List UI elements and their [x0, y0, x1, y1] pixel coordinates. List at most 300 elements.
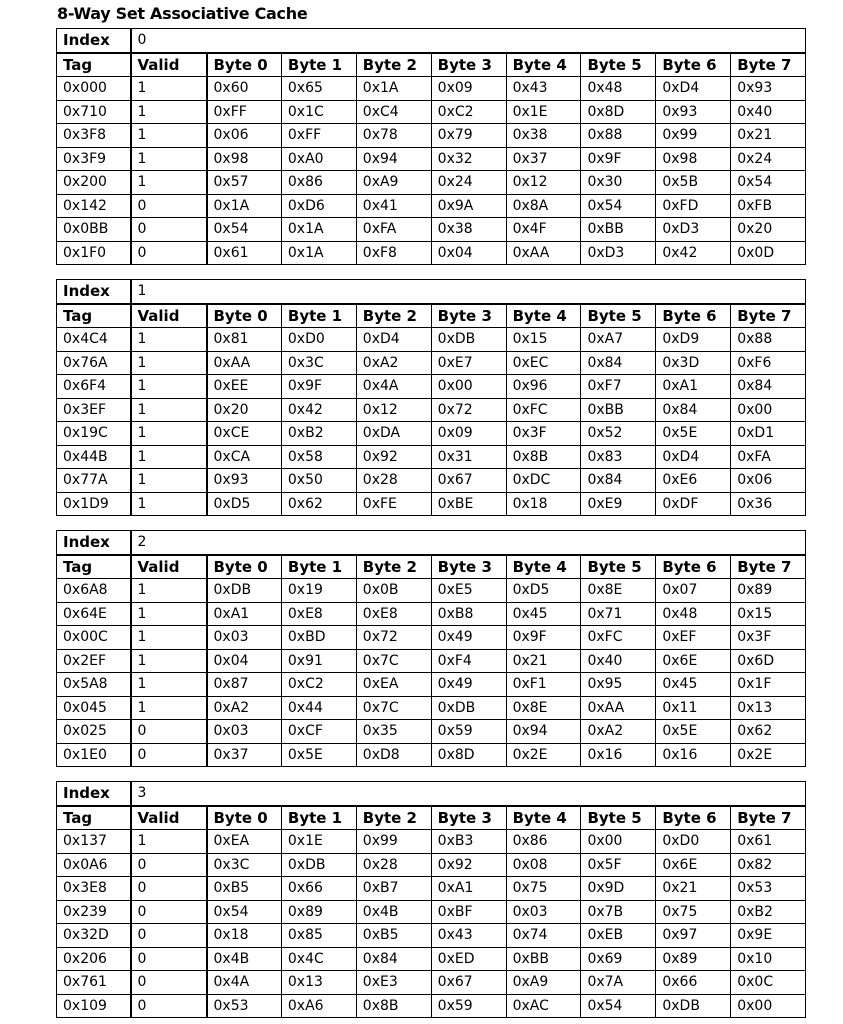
byte-cell: 0x06: [731, 469, 806, 493]
valid-cell: 0: [131, 720, 207, 744]
byte-cell: 0x89: [656, 947, 731, 971]
byte-cell: 0xC2: [281, 673, 356, 697]
byte-header: Byte 4: [506, 304, 581, 328]
byte-cell: 0x50: [281, 469, 356, 493]
cache-line-row: [57, 469, 806, 493]
byte-cell: 0x53: [731, 877, 806, 901]
byte-cell: 0x03: [207, 626, 282, 650]
cache-line-row: [57, 626, 806, 650]
byte-cell: 0xB2: [731, 900, 806, 924]
index-label: Index: [57, 29, 131, 53]
byte-cell: 0x12: [506, 171, 581, 195]
byte-cell: 0xA9: [506, 971, 581, 995]
byte-cell: 0xD0: [281, 328, 356, 352]
byte-cell: 0x85: [281, 924, 356, 948]
valid-cell: 0: [131, 924, 207, 948]
byte-cell: 0xD3: [581, 241, 656, 265]
cache-line-row: [57, 171, 806, 195]
byte-header: Byte 0: [207, 53, 282, 77]
byte-cell: 0x9F: [281, 375, 356, 399]
byte-cell: 0xDB: [656, 994, 731, 1018]
byte-cell: 0x93: [656, 100, 731, 124]
byte-cell: 0x0D: [731, 241, 806, 265]
byte-cell: 0x75: [506, 877, 581, 901]
byte-cell: 0xFD: [656, 194, 731, 218]
cache-line-row: [57, 994, 806, 1018]
cache-set-table: [56, 781, 806, 1018]
byte-cell: 0x54: [207, 900, 282, 924]
tag-cell: 0x1D9: [57, 492, 131, 516]
byte-cell: 0xDA: [356, 422, 431, 446]
byte-header: Byte 6: [656, 304, 731, 328]
byte-cell: 0xAC: [506, 994, 581, 1018]
set-index-row: [57, 280, 806, 304]
byte-cell: 0x3D: [656, 351, 731, 375]
byte-cell: 0x8D: [581, 100, 656, 124]
index-value: 1: [131, 280, 806, 304]
byte-cell: 0x37: [506, 147, 581, 171]
byte-header: Byte 3: [431, 806, 506, 830]
byte-cell: 0x3C: [281, 351, 356, 375]
byte-cell: 0xD3: [656, 218, 731, 242]
byte-cell: 0xCE: [207, 422, 282, 446]
cache-line-row: [57, 147, 806, 171]
byte-cell: 0x00: [731, 994, 806, 1018]
byte-header: Byte 6: [656, 53, 731, 77]
tag-cell: 0x00C: [57, 626, 131, 650]
byte-cell: 0x24: [431, 171, 506, 195]
index-label: Index: [57, 782, 131, 806]
byte-cell: 0xF8: [356, 241, 431, 265]
byte-header: Byte 2: [356, 304, 431, 328]
byte-cell: 0x4A: [207, 971, 282, 995]
byte-header: Byte 5: [581, 806, 656, 830]
valid-cell: 1: [131, 147, 207, 171]
byte-header: Byte 0: [207, 806, 282, 830]
byte-cell: 0x1F: [731, 673, 806, 697]
cache-line-row: [57, 649, 806, 673]
byte-cell: 0x16: [581, 743, 656, 767]
byte-cell: 0x9F: [506, 626, 581, 650]
cache-set-table: [56, 28, 806, 265]
byte-cell: 0x6D: [731, 649, 806, 673]
byte-cell: 0x61: [731, 830, 806, 854]
byte-cell: 0xA1: [207, 602, 282, 626]
byte-cell: 0x62: [731, 720, 806, 744]
tag-cell: 0x045: [57, 696, 131, 720]
byte-cell: 0xBB: [581, 398, 656, 422]
byte-cell: 0xE6: [656, 469, 731, 493]
byte-cell: 0x5E: [656, 720, 731, 744]
set-index-row: [57, 29, 806, 53]
cache-line-row: [57, 579, 806, 603]
byte-cell: 0x79: [431, 124, 506, 148]
byte-cell: 0x2E: [506, 743, 581, 767]
byte-cell: 0x20: [207, 398, 282, 422]
byte-cell: 0x19: [281, 579, 356, 603]
byte-cell: 0xD9: [656, 328, 731, 352]
valid-cell: 1: [131, 351, 207, 375]
tag-cell: 0x32D: [57, 924, 131, 948]
byte-cell: 0x74: [506, 924, 581, 948]
byte-cell: 0x94: [356, 147, 431, 171]
valid-cell: 0: [131, 218, 207, 242]
byte-cell: 0x8D: [431, 743, 506, 767]
valid-cell: 1: [131, 469, 207, 493]
byte-cell: 0x1A: [356, 77, 431, 101]
byte-cell: 0x8E: [506, 696, 581, 720]
byte-cell: 0x1A: [207, 194, 282, 218]
byte-cell: 0x96: [506, 375, 581, 399]
index-value: 0: [131, 29, 806, 53]
cache-line-row: [57, 100, 806, 124]
byte-cell: 0x58: [281, 445, 356, 469]
byte-cell: 0x8A: [506, 194, 581, 218]
byte-cell: 0x4B: [356, 900, 431, 924]
tag-cell: 0x2EF: [57, 649, 131, 673]
valid-cell: 1: [131, 626, 207, 650]
byte-cell: 0x0B: [356, 579, 431, 603]
cache-line-row: [57, 900, 806, 924]
tag-cell: 0x5A8: [57, 673, 131, 697]
byte-cell: 0xA9: [356, 171, 431, 195]
byte-header: Byte 4: [506, 53, 581, 77]
cache-line-row: [57, 720, 806, 744]
byte-cell: 0xFC: [506, 398, 581, 422]
byte-cell: 0x54: [581, 994, 656, 1018]
byte-cell: 0xB3: [431, 830, 506, 854]
byte-cell: 0x06: [207, 124, 282, 148]
tag-cell: 0x200: [57, 171, 131, 195]
tag-cell: 0x3E8: [57, 877, 131, 901]
byte-cell: 0xA1: [431, 877, 506, 901]
byte-cell: 0x60: [207, 77, 282, 101]
byte-header: Byte 4: [506, 555, 581, 579]
byte-cell: 0x8E: [581, 579, 656, 603]
valid-cell: 1: [131, 579, 207, 603]
tag-cell: 0x44B: [57, 445, 131, 469]
tag-cell: 0x6F4: [57, 375, 131, 399]
byte-cell: 0xE5: [431, 579, 506, 603]
tag-cell: 0x0BB: [57, 218, 131, 242]
tag-cell: 0x239: [57, 900, 131, 924]
cache-line-row: [57, 241, 806, 265]
byte-cell: 0xAA: [506, 241, 581, 265]
byte-cell: 0x20: [731, 218, 806, 242]
byte-cell: 0xBB: [581, 218, 656, 242]
byte-cell: 0x15: [506, 328, 581, 352]
byte-cell: 0xE9: [581, 492, 656, 516]
byte-cell: 0x40: [731, 100, 806, 124]
valid-header: Valid: [131, 806, 207, 830]
byte-cell: 0x30: [581, 171, 656, 195]
cache-line-row: [57, 853, 806, 877]
byte-cell: 0x3F: [506, 422, 581, 446]
byte-cell: 0x48: [656, 602, 731, 626]
byte-cell: 0xB5: [207, 877, 282, 901]
byte-cell: 0x83: [581, 445, 656, 469]
byte-header: Byte 0: [207, 304, 282, 328]
cache-line-row: [57, 971, 806, 995]
byte-cell: 0x04: [207, 649, 282, 673]
valid-cell: 1: [131, 328, 207, 352]
byte-cell: 0xAA: [581, 696, 656, 720]
byte-cell: 0x71: [581, 602, 656, 626]
byte-header: Byte 7: [731, 53, 806, 77]
byte-header: Byte 3: [431, 53, 506, 77]
tag-header: Tag: [57, 53, 131, 77]
index-value: 2: [131, 531, 806, 555]
byte-cell: 0x61: [207, 241, 282, 265]
byte-cell: 0x12: [356, 398, 431, 422]
byte-cell: 0xEA: [356, 673, 431, 697]
byte-cell: 0x92: [431, 853, 506, 877]
byte-cell: 0x35: [356, 720, 431, 744]
valid-cell: 1: [131, 77, 207, 101]
byte-cell: 0x07: [656, 579, 731, 603]
tag-cell: 0x3F8: [57, 124, 131, 148]
byte-cell: 0x62: [281, 492, 356, 516]
tag-cell: 0x025: [57, 720, 131, 744]
byte-cell: 0xE8: [356, 602, 431, 626]
byte-cell: 0xC4: [356, 100, 431, 124]
set-index-row: [57, 782, 806, 806]
byte-cell: 0x92: [356, 445, 431, 469]
byte-cell: 0x1E: [281, 830, 356, 854]
set-index-row: [57, 531, 806, 555]
byte-cell: 0x49: [431, 626, 506, 650]
byte-cell: 0xDB: [207, 579, 282, 603]
byte-cell: 0x3F: [731, 626, 806, 650]
tag-cell: 0x77A: [57, 469, 131, 493]
byte-cell: 0x09: [431, 422, 506, 446]
byte-cell: 0x38: [431, 218, 506, 242]
cache-line-row: [57, 351, 806, 375]
byte-cell: 0xFF: [207, 100, 282, 124]
byte-cell: 0x84: [731, 375, 806, 399]
byte-cell: 0x8B: [506, 445, 581, 469]
byte-cell: 0xA2: [207, 696, 282, 720]
byte-cell: 0x67: [431, 971, 506, 995]
byte-header: Byte 1: [281, 806, 356, 830]
byte-cell: 0x69: [581, 947, 656, 971]
byte-cell: 0x99: [656, 124, 731, 148]
valid-cell: 1: [131, 124, 207, 148]
byte-cell: 0xE3: [356, 971, 431, 995]
byte-cell: 0xFE: [356, 492, 431, 516]
byte-cell: 0x6E: [656, 853, 731, 877]
valid-cell: 1: [131, 602, 207, 626]
byte-cell: 0x0C: [731, 971, 806, 995]
byte-cell: 0x54: [207, 218, 282, 242]
byte-header: Byte 0: [207, 555, 282, 579]
byte-cell: 0x03: [207, 720, 282, 744]
byte-cell: 0x54: [581, 194, 656, 218]
byte-cell: 0x00: [731, 398, 806, 422]
byte-cell: 0x94: [506, 720, 581, 744]
byte-cell: 0x7B: [581, 900, 656, 924]
byte-cell: 0x84: [581, 351, 656, 375]
valid-cell: 1: [131, 422, 207, 446]
byte-header: Byte 7: [731, 304, 806, 328]
byte-cell: 0xA7: [581, 328, 656, 352]
byte-cell: 0x1A: [281, 218, 356, 242]
byte-cell: 0xD6: [281, 194, 356, 218]
byte-cell: 0x95: [581, 673, 656, 697]
valid-cell: 0: [131, 853, 207, 877]
tag-cell: 0x64E: [57, 602, 131, 626]
byte-cell: 0xFA: [731, 445, 806, 469]
valid-cell: 1: [131, 445, 207, 469]
byte-cell: 0x5F: [581, 853, 656, 877]
tag-cell: 0x3EF: [57, 398, 131, 422]
byte-cell: 0x42: [656, 241, 731, 265]
byte-cell: 0x44: [281, 696, 356, 720]
byte-cell: 0xFF: [281, 124, 356, 148]
byte-cell: 0x1C: [281, 100, 356, 124]
tag-cell: 0x109: [57, 994, 131, 1018]
byte-cell: 0x93: [207, 469, 282, 493]
tag-cell: 0x6A8: [57, 579, 131, 603]
cache-line-row: [57, 375, 806, 399]
byte-cell: 0x98: [207, 147, 282, 171]
byte-header: Byte 6: [656, 555, 731, 579]
byte-cell: 0x24: [731, 147, 806, 171]
byte-header: Byte 6: [656, 806, 731, 830]
byte-cell: 0x09: [431, 77, 506, 101]
byte-cell: 0xB2: [281, 422, 356, 446]
byte-cell: 0xE7: [431, 351, 506, 375]
tag-cell: 0x142: [57, 194, 131, 218]
byte-cell: 0x28: [356, 469, 431, 493]
byte-cell: 0x66: [656, 971, 731, 995]
byte-cell: 0xFB: [731, 194, 806, 218]
valid-cell: 1: [131, 398, 207, 422]
valid-cell: 1: [131, 830, 207, 854]
tag-cell: 0x761: [57, 971, 131, 995]
document-title: 8-Way Set Associative Cache: [57, 4, 308, 23]
byte-cell: 0xD8: [356, 743, 431, 767]
byte-header: Byte 5: [581, 53, 656, 77]
tag-header: Tag: [57, 555, 131, 579]
byte-cell: 0x72: [356, 626, 431, 650]
byte-cell: 0xD1: [731, 422, 806, 446]
byte-cell: 0x84: [656, 398, 731, 422]
byte-cell: 0x7C: [356, 696, 431, 720]
byte-cell: 0x1E: [506, 100, 581, 124]
byte-cell: 0xCA: [207, 445, 282, 469]
column-header-row: [57, 555, 806, 579]
index-value: 3: [131, 782, 806, 806]
cache-line-row: [57, 328, 806, 352]
byte-cell: 0xA0: [281, 147, 356, 171]
byte-cell: 0x36: [731, 492, 806, 516]
byte-cell: 0x98: [656, 147, 731, 171]
byte-cell: 0x89: [281, 900, 356, 924]
valid-header: Valid: [131, 53, 207, 77]
byte-cell: 0x9D: [581, 877, 656, 901]
cache-line-row: [57, 924, 806, 948]
cache-set-table: [56, 279, 806, 516]
byte-cell: 0x5E: [656, 422, 731, 446]
byte-cell: 0x88: [731, 328, 806, 352]
valid-cell: 1: [131, 673, 207, 697]
byte-cell: 0x32: [431, 147, 506, 171]
byte-cell: 0x13: [731, 696, 806, 720]
byte-cell: 0x6E: [656, 649, 731, 673]
byte-cell: 0x82: [731, 853, 806, 877]
byte-cell: 0x4C: [281, 947, 356, 971]
cache-line-row: [57, 422, 806, 446]
byte-cell: 0x99: [356, 830, 431, 854]
byte-cell: 0x7A: [581, 971, 656, 995]
byte-cell: 0x10: [731, 947, 806, 971]
byte-cell: 0x78: [356, 124, 431, 148]
byte-cell: 0x21: [656, 877, 731, 901]
byte-header: Byte 1: [281, 53, 356, 77]
byte-cell: 0xDB: [431, 328, 506, 352]
cache-line-row: [57, 947, 806, 971]
byte-cell: 0x48: [581, 77, 656, 101]
index-label: Index: [57, 280, 131, 304]
byte-cell: 0x4F: [506, 218, 581, 242]
byte-cell: 0xD4: [356, 328, 431, 352]
byte-cell: 0x72: [431, 398, 506, 422]
byte-cell: 0x9A: [431, 194, 506, 218]
byte-cell: 0xDC: [506, 469, 581, 493]
byte-cell: 0xB8: [431, 602, 506, 626]
byte-cell: 0xC2: [431, 100, 506, 124]
byte-cell: 0x03: [506, 900, 581, 924]
byte-cell: 0x59: [431, 720, 506, 744]
tag-cell: 0x19C: [57, 422, 131, 446]
byte-cell: 0xAA: [207, 351, 282, 375]
byte-cell: 0x28: [356, 853, 431, 877]
tag-header: Tag: [57, 304, 131, 328]
byte-cell: 0xCF: [281, 720, 356, 744]
valid-cell: 1: [131, 492, 207, 516]
tag-cell: 0x4C4: [57, 328, 131, 352]
column-header-row: [57, 806, 806, 830]
cache-line-row: [57, 696, 806, 720]
byte-cell: 0x66: [281, 877, 356, 901]
byte-cell: 0x7C: [356, 649, 431, 673]
byte-cell: 0x42: [281, 398, 356, 422]
byte-cell: 0x97: [656, 924, 731, 948]
byte-cell: 0x43: [431, 924, 506, 948]
byte-cell: 0x81: [207, 328, 282, 352]
byte-cell: 0x15: [731, 602, 806, 626]
byte-header: Byte 2: [356, 806, 431, 830]
byte-cell: 0x53: [207, 994, 282, 1018]
byte-cell: 0x41: [356, 194, 431, 218]
byte-cell: 0x18: [207, 924, 282, 948]
tag-cell: 0x0A6: [57, 853, 131, 877]
byte-cell: 0x57: [207, 171, 282, 195]
byte-cell: 0x86: [506, 830, 581, 854]
byte-cell: 0xA2: [581, 720, 656, 744]
valid-header: Valid: [131, 304, 207, 328]
tag-header: Tag: [57, 806, 131, 830]
byte-cell: 0x04: [431, 241, 506, 265]
byte-cell: 0xF7: [581, 375, 656, 399]
valid-cell: 0: [131, 900, 207, 924]
byte-cell: 0x5E: [281, 743, 356, 767]
valid-cell: 0: [131, 241, 207, 265]
tag-cell: 0x000: [57, 77, 131, 101]
byte-cell: 0x40: [581, 649, 656, 673]
tag-cell: 0x1F0: [57, 241, 131, 265]
